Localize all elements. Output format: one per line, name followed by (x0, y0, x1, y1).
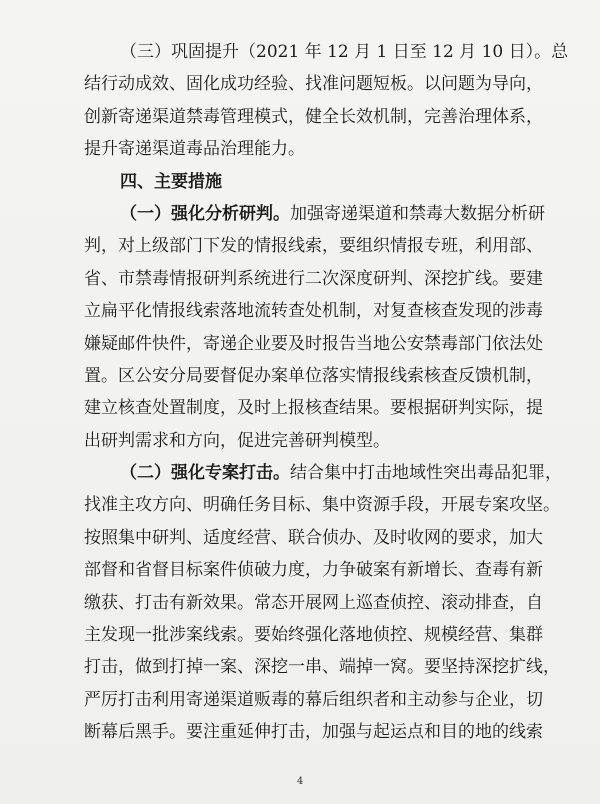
item1-first-line (84, 198, 545, 230)
item1-line: 建立核查处置制度，及时上报核查结果。要根据研判实际，提 (84, 398, 543, 419)
item2-line: 严厉打击利用寄递渠道贩毒的幕后组织者和主动参与企业，切 (84, 689, 543, 710)
section3-heading: （三）巩固提升（2021 年 12 月 1 日至 12 月 10 日）。 (120, 42, 552, 62)
item1-line: 省、市禁毒情报研判系统进行二次深度研判、深挖扩线。要建 (84, 268, 543, 289)
item2-first-line (84, 457, 562, 489)
item2-line: 按照集中研判、适度经营、联合侦办、及时收网的要求，加大 (84, 527, 543, 548)
section3-first-line-rest: 总 (551, 42, 569, 62)
item2-line: 缴获、打击有新效果。常态开展网上巡查侦控、滚动排查，自 (84, 592, 543, 613)
section3-line: 创新寄递渠道禁毒管理模式，健全长效机制，完善治理体系， (84, 106, 543, 127)
section3-line: 提升寄递渠道毒品治理能力。 (84, 139, 305, 160)
item1-line: 出研判需求和方向，促进完善研判模型。 (84, 430, 390, 451)
item1-line: 判，对上级部门下发的情报线索，要组织情报专班，利用部、 (84, 236, 543, 257)
item1-line: 立扁平化情报线索落地流转查处机制，对复查核查发现的涉毒 (84, 301, 543, 322)
section3-line: 结行动成效、固化成功经验、找准问题短板。以问题为导向， (84, 74, 543, 95)
item2-line: 打击，做到打掉一案、深挖一串、端掉一窝。要坚持深挖扩线， (84, 657, 560, 678)
item1-line: 置。区公安分局要督促办案单位落实情报线索核查反馈机制， (84, 365, 543, 386)
item1-first-line-rest: 加强寄递渠道和禁毒大数据分析研 (290, 203, 545, 224)
item1-heading: （一）强化分析研判。 (120, 203, 290, 224)
item2-heading: （二）强化专案打击。 (120, 463, 290, 484)
item2-line: 部督和省督目标案件侦破力度，力争破案有新增长、查毒有新 (84, 560, 543, 581)
page-number: 4 (296, 776, 304, 787)
item2-line: 找准主攻方向、明确任务目标、集中资源手段，开展专案攻坚。 (84, 495, 560, 516)
item2-line: 主发现一批涉案线索。要始终强化落地侦控、规模经营、集群 (84, 625, 543, 646)
body-text (84, 36, 569, 749)
item2-line: 断幕后黑手。要注重延伸打击，加强与起运点和目的地的线索 (84, 722, 543, 743)
section3-first-line (84, 36, 569, 68)
item2-first-line-rest: 结合集中打击地域性突出毒品犯罪， (290, 463, 562, 484)
item1-line: 嫌疑邮件快件，寄递企业要及时报告当地公安禁毒部门依法处 (84, 333, 543, 354)
section-heading-measures: 四、主要措施 (120, 171, 222, 192)
